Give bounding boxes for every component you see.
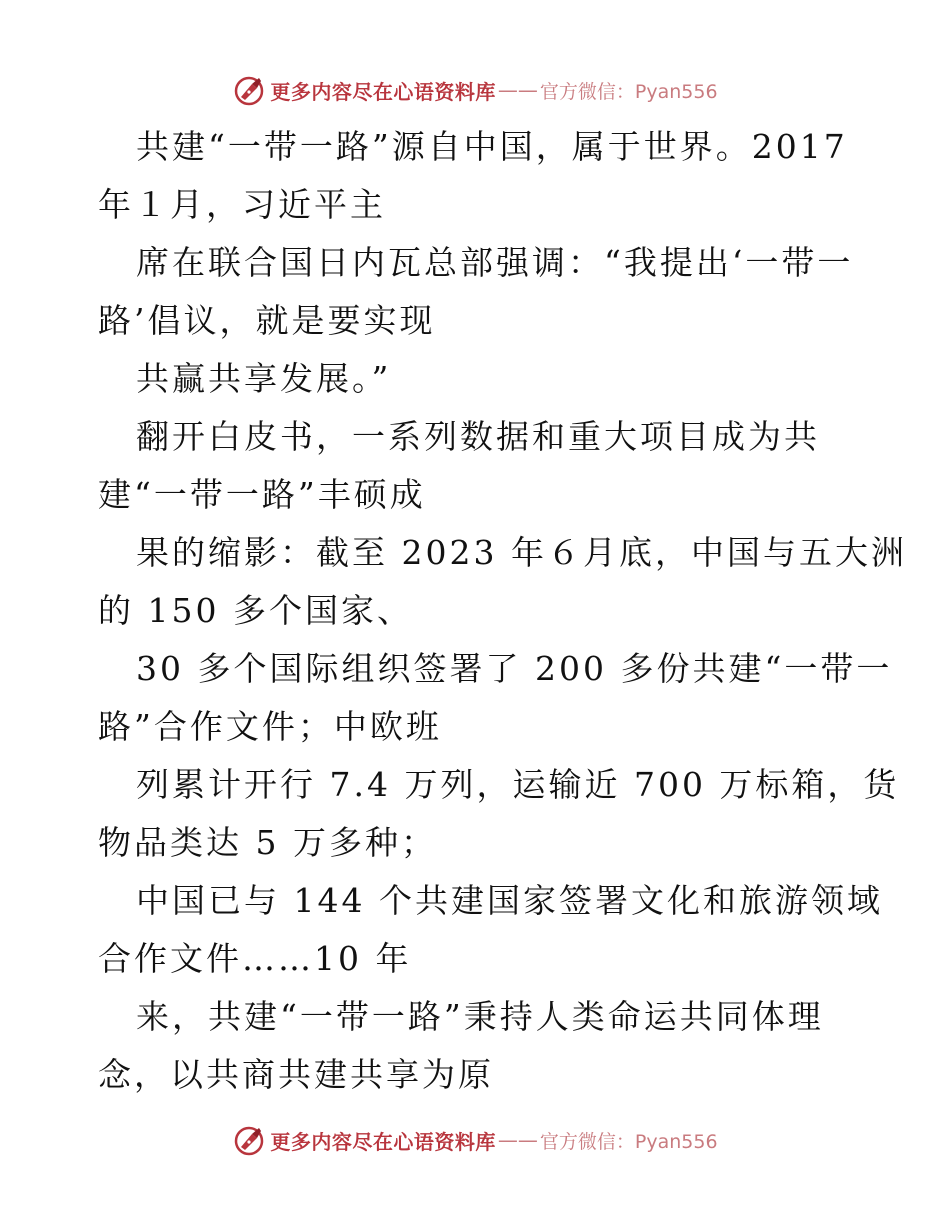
text-line: 共赢共享发展。” (136, 359, 392, 398)
banner-wechat: 官方微信：Pyan556 (539, 1130, 718, 1153)
header-banner (0, 70, 950, 110)
text-line: 席在联合国日内瓦总部强调：“我提出‘一带一 (136, 243, 854, 282)
text-line: 年１月，习近平主 (98, 185, 386, 224)
banner-wechat: 官方微信：Pyan556 (539, 80, 718, 103)
banner-separator: —— (497, 78, 538, 102)
text-line: 果的缩影：截至 2023 年６月底，中国与五大洲 (136, 533, 907, 572)
text-line: 路”合作文件；中欧班 (98, 707, 442, 746)
text-line: 物品类达 5 万多种； (98, 823, 437, 862)
text-line: 中国已与 144 个共建国家签署文化和旅游领域 (136, 881, 883, 920)
text-line: 列累计开行 7.4 万列，运输近 700 万标箱，货 (136, 765, 900, 804)
text-line: 共建“一带一路”源自中国，属于世界。2017 (136, 127, 848, 166)
pen-nib-logo-icon (232, 73, 266, 107)
footer-banner (0, 1120, 950, 1160)
text-line: 路’倡议，就是要实现 (98, 301, 436, 340)
text-line: 的 150 多个国家、 (98, 591, 413, 630)
banner-title: 更多内容尽在心语资料库 (270, 79, 496, 104)
document-body (98, 118, 907, 1104)
pen-nib-logo-icon (232, 1123, 266, 1157)
banner-separator: —— (497, 1128, 538, 1152)
text-line: 建“一带一路”丰硕成 (98, 475, 426, 514)
text-line: 来，共建“一带一路”秉持人类命运共同体理 (136, 997, 824, 1036)
text-line: 30 多个国际组织签署了 200 多份共建“一带一 (136, 649, 893, 688)
text-line: 翻开白皮书，一系列数据和重大项目成为共 (136, 417, 820, 456)
text-line: 念，以共商共建共享为原 (98, 1055, 494, 1094)
banner-title: 更多内容尽在心语资料库 (270, 1129, 496, 1154)
text-line: 合作文件……10 年 (98, 939, 412, 978)
